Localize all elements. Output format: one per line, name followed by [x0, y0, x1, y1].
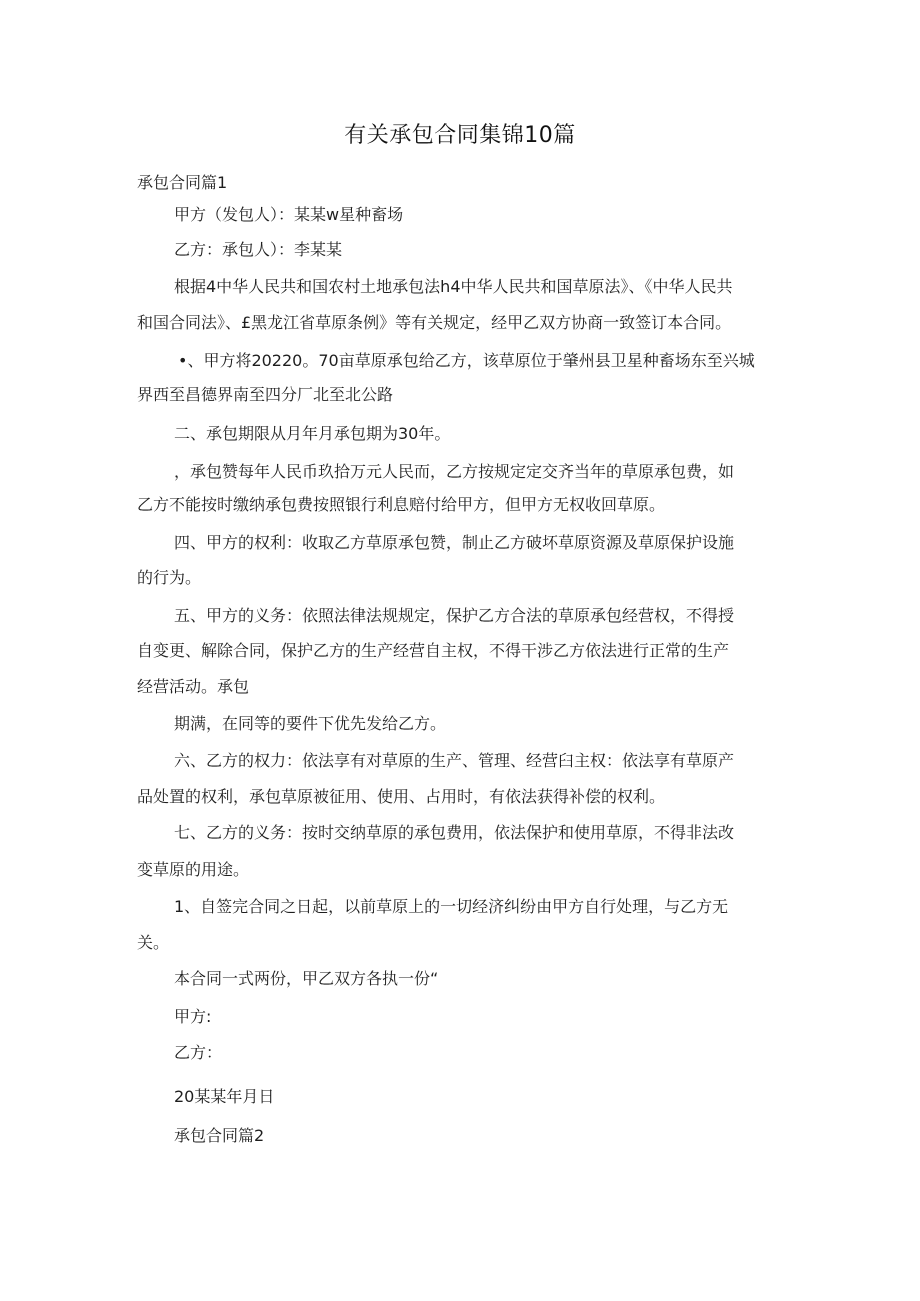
paragraph-line: 二、承包期限从月年月承包期为30年。: [174, 424, 451, 443]
section-heading: 承包合同篇1: [137, 173, 228, 192]
paragraph-line: 1、自签完合同之日起，以前草原上的一切经济纠纷由甲方自行处理，与乙方无: [174, 897, 729, 916]
paragraph-line: 和国合同法》、£黑龙江省草原条例》等有关规定，经甲乙双方协商一致签订本合同。: [137, 313, 732, 332]
paragraph-line: 七、乙方的义务：按时交纳草原的承包费用，依法保护和使用草原，不得非法改: [174, 823, 735, 842]
paragraph-line: 六、乙方的权力：依法享有对草原的生产、管理、经营臼主权：依法享有草原产: [174, 751, 735, 770]
party-a-line: 甲方（发包人）：某某w星种畜场: [174, 205, 404, 224]
paragraph-line: 四、甲方的权利：收取乙方草原承包赞，制止乙方破坏草原资源及草原保护设施: [174, 533, 735, 552]
paragraph-line: 经营活动。承包: [137, 677, 250, 696]
paragraph-line: 界西至昌德界南至四分厂北至北公路: [137, 385, 394, 404]
signature-party-b: 乙方：: [174, 1043, 223, 1062]
document-title: 有关承包合同集锦10篇: [344, 123, 576, 148]
paragraph-line: 乙方不能按时缴纳承包费按照银行利息赔付给甲方，但甲方无权收回草原。: [137, 495, 666, 514]
paragraph-line: 期满，在同等的要件下优先发给乙方。: [174, 714, 447, 733]
paragraph-line: 自变更、解除合同，保护乙方的生产经营自主权，不得干涉乙方依法进行正常的生产: [137, 641, 730, 660]
paragraph-line: 品处置的权利，承包草原被征用、使用、占用时，有依法获得补偿的权利。: [137, 787, 666, 806]
paragraph-line: ，承包赞每年人民币玖拾万元人民而，乙方按规定定交齐当年的草原承包费，如: [174, 462, 735, 481]
paragraph-line: •、甲方将20220。70亩草原承包给乙方，该草原位于肇州县卫星种畜场东至兴城: [178, 351, 755, 370]
party-b-line: 乙方：承包人）：李某某: [174, 240, 343, 259]
section-heading: 承包合同篇2: [174, 1126, 265, 1145]
paragraph-line: 关。: [137, 933, 170, 952]
paragraph-line: 五、甲方的义务：依照法律法规规定，保护乙方合法的草原承包经营权，不得授: [174, 606, 735, 625]
date-line: 20某某年月日: [174, 1087, 275, 1106]
signature-party-a: 甲方:: [174, 1007, 212, 1026]
paragraph-line: 根据4中华人民共和国农村土地承包法h4中华人民共和国草原法》、《中华人民共: [174, 277, 733, 296]
paragraph-line: 的行为。: [137, 568, 202, 587]
paragraph-line: 变草原的用途。: [137, 860, 250, 879]
paragraph-line: 本合同一式两份，甲乙双方各执一份“: [174, 969, 439, 988]
